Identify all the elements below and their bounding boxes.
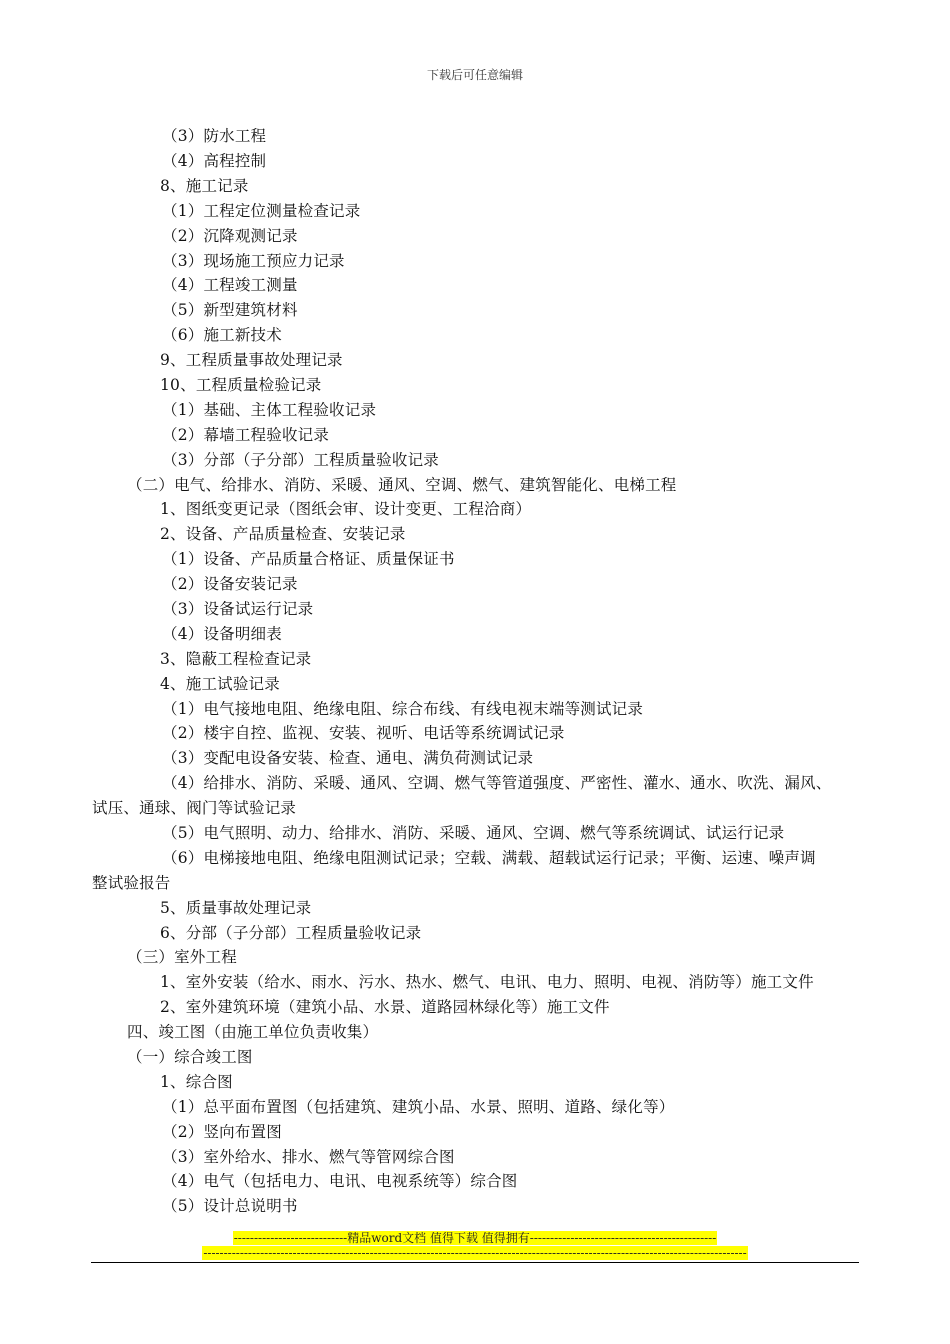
list-item: （4）工程竣工测量 [162, 276, 298, 294]
section-heading: 1、图纸变更记录（图纸会审、设计变更、工程洽商） [160, 500, 532, 518]
list-item-continuation: 整试验报告 [92, 874, 171, 892]
list-item: （2）楼宇自控、监视、安装、视听、电话等系统调试记录 [162, 724, 565, 742]
section-heading: 2、设备、产品质量检查、安装记录 [160, 525, 406, 543]
list-item: （4）设备明细表 [162, 625, 282, 643]
section-heading: 8、施工记录 [160, 177, 249, 195]
list-item: （3）分部（子分部）工程质量验收记录 [162, 451, 439, 469]
list-item: （4）电气（包括电力、电讯、电视系统等）综合图 [162, 1172, 518, 1190]
section-heading: 9、工程质量事故处理记录 [160, 351, 343, 369]
chapter-heading: （一）综合竣工图 [127, 1048, 253, 1066]
section-heading: 1、室外安装（给水、雨水、污水、热水、燃气、电讯、电力、照明、电视、消防等）施工文件 [160, 973, 814, 991]
list-item: （1）电气接地电阻、绝缘电阻、综合布线、有线电视末端等测试记录 [162, 700, 644, 718]
page-header: 下载后可任意编辑 [426, 68, 523, 82]
list-item: （2）竖向布置图 [162, 1123, 282, 1141]
footer-banner-line2: -------------------------------------------------------------------------------------------------------------------------------------- [203, 1246, 747, 1260]
list-item: （1）总平面布置图（包括建筑、建筑小品、水景、照明、道路、绿化等） [162, 1098, 675, 1116]
list-item: （1）工程定位测量检查记录 [162, 202, 361, 220]
footer-banner-dashes [0, 1246, 950, 1261]
list-item: （1）基础、主体工程验收记录 [162, 401, 377, 419]
list-item: （3）防水工程 [162, 127, 267, 145]
list-item: （3）室外给水、排水、燃气等管网综合图 [162, 1148, 455, 1166]
section-heading: 2、室外建筑环境（建筑小品、水景、道路园林绿化等）施工文件 [160, 998, 610, 1016]
section-heading: 10、工程质量检验记录 [160, 376, 322, 394]
footer-banner-line1: ----------------------------精品word文档 值得下载 值得拥有---------------------------------------------- [233, 1231, 717, 1245]
list-item: （4）高程控制 [162, 152, 267, 170]
section-heading: 3、隐蔽工程检查记录 [160, 650, 312, 668]
list-item: （4）给排水、消防、采暖、通风、空调、燃气等管道强度、严密性、灌水、通水、吹洗、漏风、 [162, 774, 832, 792]
list-item: （3）现场施工预应力记录 [162, 252, 345, 270]
list-item: （2）幕墙工程验收记录 [162, 426, 330, 444]
section-heading: 1、综合图 [160, 1073, 233, 1091]
section-heading: 4、施工试验记录 [160, 675, 280, 693]
footer-banner [0, 1231, 950, 1246]
list-item: （2）设备安装记录 [162, 575, 298, 593]
chapter-heading: （二）电气、给排水、消防、采暖、通风、空调、燃气、建筑智能化、电梯工程 [127, 476, 677, 494]
list-item-continuation: 试压、通球、阀门等试验记录 [92, 799, 297, 817]
list-item: （2）沉降观测记录 [162, 227, 298, 245]
list-item: （6）电梯接地电阻、绝缘电阻测试记录；空载、满载、超载试运行记录；平衡、运速、噪声调 [162, 849, 816, 867]
list-item: （5）电气照明、动力、给排水、消防、采暖、通风、空调、燃气等系统调试、试运行记录 [162, 824, 785, 842]
list-item: （3）设备试运行记录 [162, 600, 314, 618]
part-heading: 四、竣工图（由施工单位负责收集） [127, 1023, 379, 1041]
section-heading: 6、分部（子分部）工程质量验收记录 [160, 924, 422, 942]
footer-rule [91, 1262, 859, 1263]
list-item: （6）施工新技术 [162, 326, 282, 344]
section-heading: 5、质量事故处理记录 [160, 899, 312, 917]
list-item: （5）设计总说明书 [162, 1197, 298, 1215]
list-item: （5）新型建筑材料 [162, 301, 298, 319]
chapter-heading: （三）室外工程 [127, 948, 237, 966]
list-item: （1）设备、产品质量合格证、质量保证书 [162, 550, 455, 568]
list-item: （3）变配电设备安装、检查、通电、满负荷测试记录 [162, 749, 534, 767]
